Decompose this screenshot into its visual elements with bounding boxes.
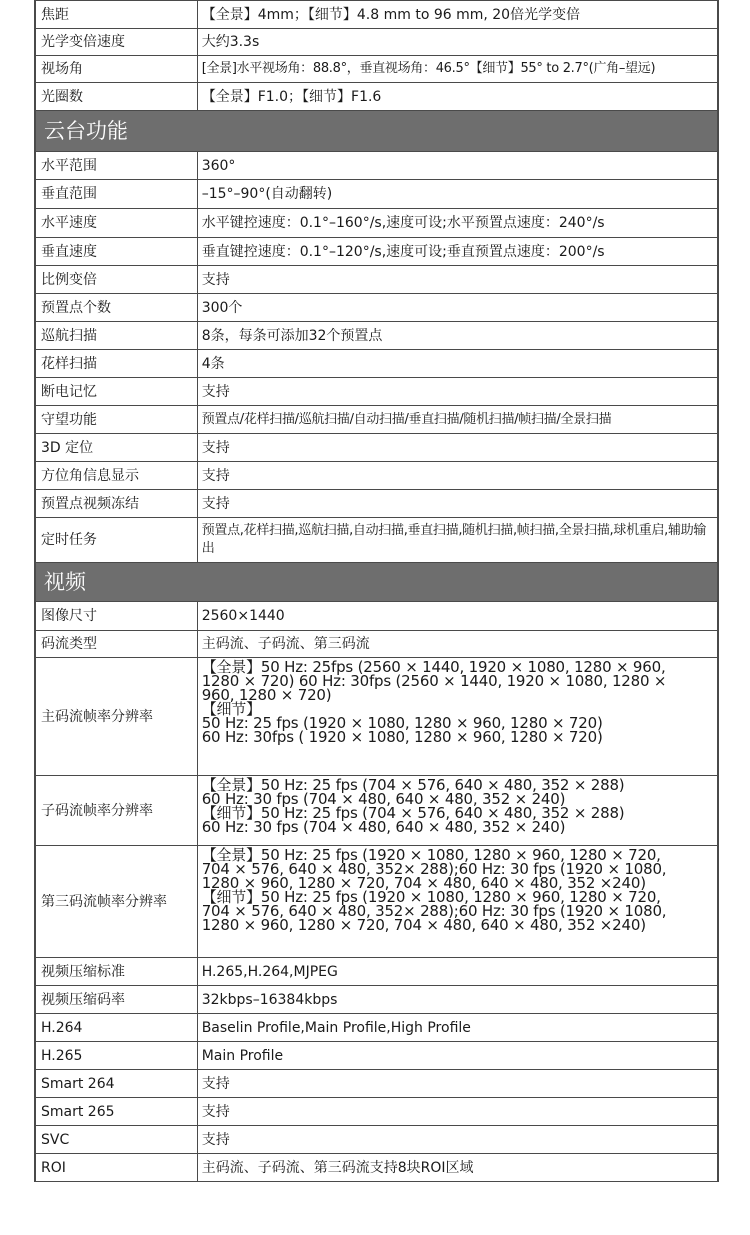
spec-key: 预置点个数	[36, 294, 198, 322]
spec-row	[36, 1126, 718, 1154]
spec-row	[36, 152, 718, 180]
spec-value: –15°–90°(自动翻转)	[197, 180, 717, 209]
spec-key: 垂直范围	[36, 180, 198, 209]
value-line: 60 Hz: 30 fps (704 × 480, 640 × 480, 352 × 240)	[201, 790, 566, 808]
value-line: 【全景】50 Hz: 25 fps (704 × 576, 640 × 480, 352 × 288)	[201, 776, 625, 794]
spec-row	[36, 986, 718, 1014]
spec-value: 预置点,花样扫描,巡航扫描,自动扫描,垂直扫描,随机扫描,帧扫描,全景扫描,球机重启,辅助输出	[197, 518, 717, 563]
spec-row	[36, 490, 718, 518]
spec-value: 支持	[197, 1098, 717, 1126]
spec-row	[36, 266, 718, 294]
spec-row	[36, 1154, 718, 1182]
spec-value: 360°	[197, 152, 717, 180]
spec-value: Baselin Profile,Main Profile,High Profile	[197, 1014, 717, 1042]
spec-value: 【全景】F1.0；【细节】F1.6	[197, 83, 717, 111]
spec-table	[35, 0, 718, 1182]
spec-value	[197, 776, 717, 846]
spec-row-third-stream	[36, 846, 718, 958]
spec-value: 支持	[197, 1126, 717, 1154]
spec-value: 大约3.3s	[197, 29, 717, 56]
spec-key: 定时任务	[36, 518, 198, 563]
spec-value: 300个	[197, 294, 717, 322]
spec-value: H.265,H.264,MJPEG	[197, 958, 717, 986]
spec-key: 光学变倍速度	[36, 29, 198, 56]
section-title: 云台功能	[36, 111, 718, 152]
spec-value: 支持	[197, 462, 717, 490]
spec-row	[36, 1070, 718, 1098]
spec-row	[36, 350, 718, 378]
spec-row	[36, 322, 718, 350]
spec-key: 守望功能	[36, 406, 198, 434]
spec-key: 第三码流帧率分辨率	[36, 846, 198, 958]
spec-value: 水平键控速度：0.1°–160°/s,速度可设;水平预置点速度：240°/s	[197, 209, 717, 238]
spec-key: 巡航扫描	[36, 322, 198, 350]
spec-value: 支持	[197, 1070, 717, 1098]
value-line: 1280 × 960, 1280 × 720, 704 × 480, 640 × 480, 352 ×240)	[201, 916, 646, 934]
value-line: 【细节】50 Hz: 25 fps (1920 × 1080, 1280 × 960, 1280 × 720,	[201, 888, 661, 906]
spec-row-zoom-speed	[36, 29, 718, 56]
spec-key: H.265	[36, 1042, 198, 1070]
spec-value: 支持	[197, 434, 717, 462]
spec-row-aperture	[36, 83, 718, 111]
value-line: 60 Hz: 30 fps (704 × 480, 640 × 480, 352 × 240)	[201, 818, 566, 836]
value-line: 50 Hz: 25 fps (1920 × 1080, 1280 × 960, 1280 × 720)	[201, 714, 603, 732]
spec-table-container	[34, 0, 719, 1182]
spec-key: 码流类型	[36, 631, 198, 658]
spec-row	[36, 631, 718, 658]
spec-key: 水平范围	[36, 152, 198, 180]
spec-row	[36, 518, 718, 563]
spec-key: 方位角信息显示	[36, 462, 198, 490]
spec-row	[36, 1042, 718, 1070]
spec-value: 主码流、子码流、第三码流支持8块ROI区域	[197, 1154, 717, 1182]
value-line: 【细节】	[201, 700, 261, 718]
spec-value: 2560×1440	[197, 602, 717, 631]
section-header-video	[36, 563, 718, 602]
spec-row	[36, 434, 718, 462]
spec-row	[36, 238, 718, 266]
spec-row-focal-length	[36, 1, 718, 29]
value-line: 【细节】50 Hz: 25 fps (704 × 576, 640 × 480, 352 × 288)	[201, 804, 625, 822]
value-line: 704 × 576, 640 × 480, 352× 288);60 Hz: 30 fps (1920 × 1080,	[201, 902, 667, 920]
spec-value: 支持	[197, 266, 717, 294]
spec-value: 32kbps–16384kbps	[197, 986, 717, 1014]
spec-key: H.264	[36, 1014, 198, 1042]
spec-value: 支持	[197, 378, 717, 406]
spec-key: 水平速度	[36, 209, 198, 238]
section-title: 视频	[36, 563, 718, 602]
spec-key: 视场角	[36, 56, 198, 83]
spec-row-main-stream	[36, 658, 718, 776]
value-line: 1280 × 720) 60 Hz: 30fps (2560 × 1440, 1920 × 1080, 1280 ×	[201, 672, 667, 690]
value-line: 960, 1280 × 720)	[201, 686, 332, 704]
spec-row	[36, 378, 718, 406]
spec-row	[36, 1098, 718, 1126]
value-line: 60 Hz: 30fps ( 1920 × 1080, 1280 × 960, 1280 × 720)	[201, 728, 603, 746]
spec-row	[36, 180, 718, 209]
spec-key: 焦距	[36, 1, 198, 29]
spec-value	[197, 658, 717, 776]
spec-value: 预置点/花样扫描/巡航扫描/自动扫描/垂直扫描/随机扫描/帧扫描/全景扫描	[197, 406, 717, 434]
spec-row-sub-stream	[36, 776, 718, 846]
value-line: 【全景】50 Hz: 25fps (2560 × 1440, 1920 × 1080, 1280 × 960,	[201, 658, 666, 676]
spec-value: 垂直键控速度：0.1°–120°/s,速度可设;垂直预置点速度：200°/s	[197, 238, 717, 266]
spec-key: 3D 定位	[36, 434, 198, 462]
spec-row	[36, 602, 718, 631]
spec-key: 垂直速度	[36, 238, 198, 266]
spec-key: 断电记忆	[36, 378, 198, 406]
spec-value: 8条，每条可添加32个预置点	[197, 322, 717, 350]
spec-value: [全景]水平视场角：88.8°，垂直视场角：46.5°【细节】55° to 2.7°(广角–望远)	[197, 56, 717, 83]
spec-row	[36, 209, 718, 238]
spec-value: 主码流、子码流、第三码流	[197, 631, 717, 658]
spec-key: 视频压缩标准	[36, 958, 198, 986]
spec-key: 视频压缩码率	[36, 986, 198, 1014]
spec-row	[36, 294, 718, 322]
spec-value: 4条	[197, 350, 717, 378]
spec-value: 支持	[197, 490, 717, 518]
spec-key: Smart 264	[36, 1070, 198, 1098]
spec-row	[36, 958, 718, 986]
spec-row	[36, 462, 718, 490]
spec-key: 子码流帧率分辨率	[36, 776, 198, 846]
spec-value: Main Profile	[197, 1042, 717, 1070]
spec-key: Smart 265	[36, 1098, 198, 1126]
spec-key: 预置点视频冻结	[36, 490, 198, 518]
spec-value: 【全景】4mm；【细节】4.8 mm to 96 mm, 20倍光学变倍	[197, 1, 717, 29]
value-line: 1280 × 960, 1280 × 720, 704 × 480, 640 × 480, 352 ×240)	[201, 874, 646, 892]
spec-row	[36, 406, 718, 434]
spec-key: ROI	[36, 1154, 198, 1182]
section-header-ptz	[36, 111, 718, 152]
spec-key: SVC	[36, 1126, 198, 1154]
value-line: 704 × 576, 640 × 480, 352× 288);60 Hz: 30 fps (1920 × 1080,	[201, 860, 667, 878]
spec-row-field-of-view	[36, 56, 718, 83]
spec-key: 光圈数	[36, 83, 198, 111]
spec-value	[197, 846, 717, 958]
spec-key: 比例变倍	[36, 266, 198, 294]
spec-key: 主码流帧率分辨率	[36, 658, 198, 776]
spec-key: 图像尺寸	[36, 602, 198, 631]
spec-key: 花样扫描	[36, 350, 198, 378]
value-line: 【全景】50 Hz: 25 fps (1920 × 1080, 1280 × 960, 1280 × 720,	[201, 846, 661, 864]
spec-row	[36, 1014, 718, 1042]
